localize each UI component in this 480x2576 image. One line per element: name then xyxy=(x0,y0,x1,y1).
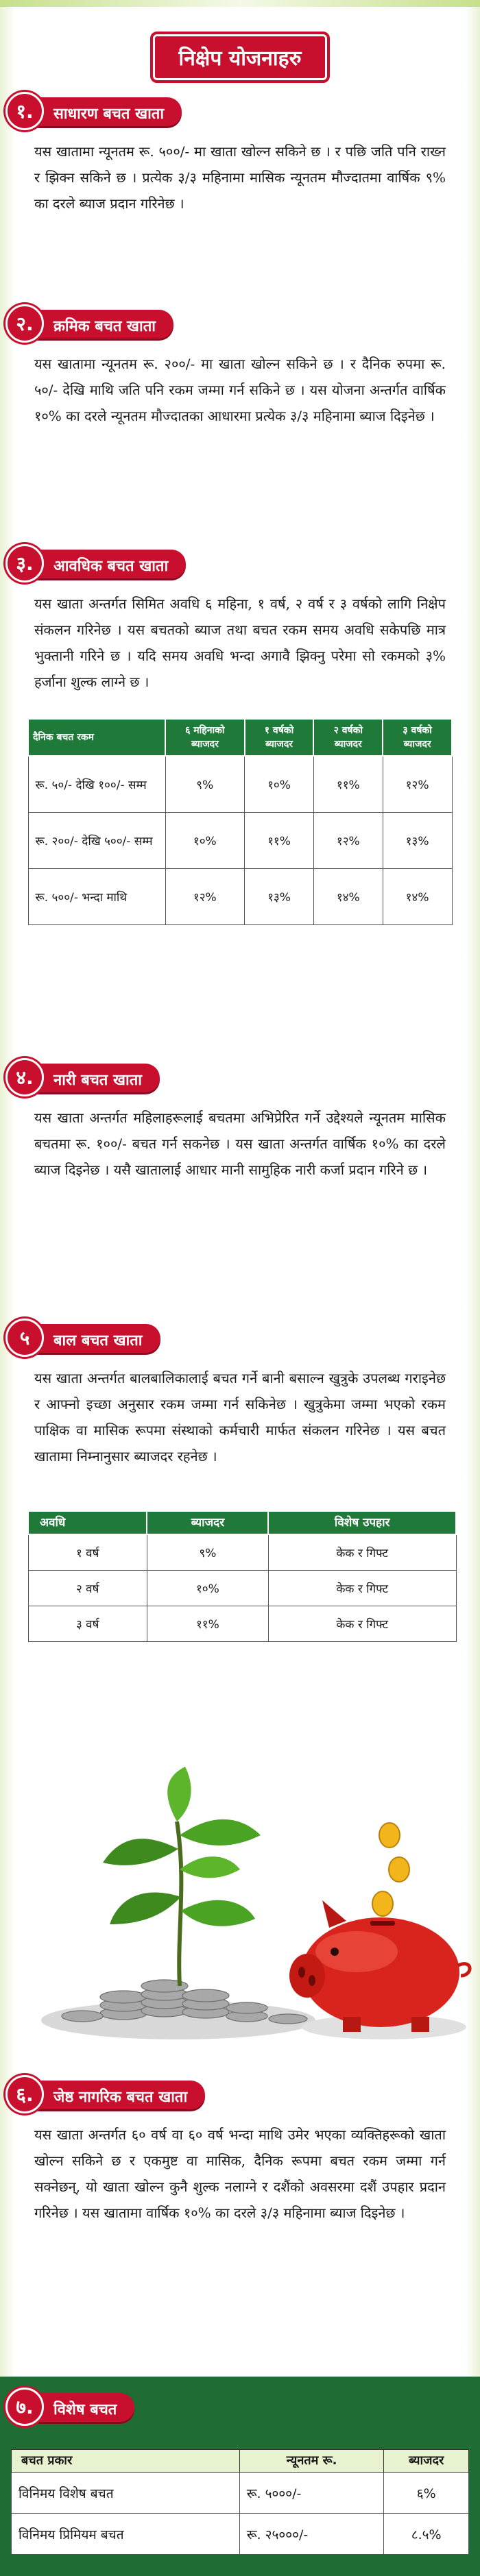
table-cell: केक र गिफ्ट xyxy=(268,1570,456,1606)
table-cell: १२% xyxy=(383,756,452,812)
page-header xyxy=(0,7,480,89)
table-cell: १३% xyxy=(245,868,314,924)
column-header: न्यूनतम रू. xyxy=(239,2450,384,2473)
section-title: साधारण बचत खाता xyxy=(33,97,182,126)
section-body-text: यस खातामा न्यूनतम रू. ५००/- मा खाता खोल्न सकिने छ । र पछि जति पनि राख्न र झिक्न सकिने छ । प्रत्येक ३/३ महिनामा मासिक न्यूनतम मौज्दातमा वार्षिक ९% का दरले ब्याज प्रदान गरिनेछ । xyxy=(34,143,446,212)
section-header xyxy=(5,89,480,133)
section-header xyxy=(5,302,480,345)
column-header: विशेष उपहार xyxy=(268,1511,456,1534)
table-cell: १२% xyxy=(313,812,383,868)
column-header: दैनिक बचत रकम xyxy=(28,719,165,756)
page-title: निक्षेप योजनाहरु xyxy=(153,34,326,80)
table-cell: १०% xyxy=(147,1570,268,1606)
section-senior-citizen-savings xyxy=(0,2072,480,2226)
section-number-badge: ४. xyxy=(5,1058,44,1096)
section-header xyxy=(5,1055,480,1099)
section-title: आवधिक बचत खाता xyxy=(33,550,186,578)
section-number-badge: २. xyxy=(5,304,44,343)
column-header: ६ महिनाको ब्याजदर xyxy=(165,719,245,756)
table-cell: केक र गिफ्ट xyxy=(268,1606,456,1641)
section-child-savings xyxy=(0,1316,480,1642)
section-number-badge: १. xyxy=(5,92,44,130)
section-number-badge: ३. xyxy=(5,544,44,582)
section-body-text: यस खाता अन्तर्गत सिमित अवधि ६ महिना, १ वर्ष, २ वर्ष र ३ वर्षको लागि निक्षेप संकलन गरिनेछ । यस बचतको ब्याज तथा बचत रकम समय अवधि सकेपछि मात्र भुक्तानी गरिने छ । यदि समय अवधि भन्दा अगावै झिक्नु परेमा सो रकमको ३% हर्जाना शुल्क लाग्ने छ । xyxy=(34,596,446,690)
money-plant-illustration xyxy=(41,1767,315,2039)
section-body-text: यस खाता अन्तर्गत ६० वर्ष वा ६० वर्ष भन्दा माथि उमेर भएका व्यक्तिहरूको खाता खोल्न सकिने छ र एकमुष्ट वा मासिक, दैनिक रूपमा बचत रकम जम्मा गर्न सक्नेछन्, यो खाता खोल्न कुनै शुल्क नलाग्ने र दशैंको अवसरमा दशैं उपहार प्रदान गरिनेछ । यस खातामा वार्षिक १०% का दरले ३/३ महिनामा ब्याज दिइनेछ । xyxy=(34,2126,446,2221)
column-header: ३ वर्षको ब्याजदर xyxy=(383,719,452,756)
section-special-savings xyxy=(0,2385,480,2555)
section-number-badge: ७. xyxy=(5,2388,44,2426)
section-body-text: यस खातामा न्यूनतम रू. २००/- मा खाता खोल्न सकिने छ । र दैनिक रुपमा रू. ५०/- देखि माथि जति पनि रकम जम्मा गर्न सकिने छ । यस योजना अन्तर्गत वार्षिक १०% का दरले न्यूनतम मौज्दातका आधारमा प्रत्येक ३/३ महिनामा ब्याज दिइनेछ । xyxy=(34,356,446,424)
table-cell: रू. ५०/- देखि १००/- सम्म xyxy=(28,756,165,812)
table-cell: ११% xyxy=(245,812,314,868)
table-cell: रू. ५००/- भन्दा माथि xyxy=(28,868,165,924)
column-header: ब्याजदर xyxy=(147,1511,268,1534)
table-cell: ३ वर्ष xyxy=(28,1606,147,1641)
column-header: २ वर्षको ब्याजदर xyxy=(313,719,383,756)
column-header: १ वर्षको ब्याजदर xyxy=(245,719,314,756)
table-cell: १४% xyxy=(313,868,383,924)
section-women-savings xyxy=(0,1055,480,1183)
section-header xyxy=(5,2385,480,2429)
section-title: नारी बचत खाता xyxy=(33,1064,160,1092)
section-header xyxy=(5,2072,480,2116)
fixed-deposit-rate-table xyxy=(27,718,453,925)
table-header-row xyxy=(12,2450,469,2473)
column-header: बचत प्रकार xyxy=(12,2450,240,2473)
table-row xyxy=(28,812,452,868)
table-cell: १४% xyxy=(383,868,452,924)
table-row xyxy=(12,2473,469,2514)
table-cell: १०% xyxy=(245,756,314,812)
table-row xyxy=(28,1606,456,1641)
piggy-bank-illustration xyxy=(289,1900,470,2039)
column-header: अवधि xyxy=(28,1511,147,1534)
table-cell: ८.५% xyxy=(384,2514,469,2555)
table-row xyxy=(28,1534,456,1570)
section-header xyxy=(5,1316,480,1360)
table-cell: रू. २५०००/- xyxy=(239,2514,384,2555)
section-title: बाल बचत खाता xyxy=(33,1324,160,1353)
section-number-badge: ६. xyxy=(5,2075,44,2113)
column-header: ब्याजदर xyxy=(384,2450,469,2473)
table-cell: रू. २००/- देखि ५००/- सम्म xyxy=(28,812,165,868)
table-cell: २ वर्ष xyxy=(28,1570,147,1606)
section-body-text: यस खाता अन्तर्गत बालबालिकालाई बचत गर्ने बानी बसाल्न खुत्रुके उपलब्ध गराइनेछ र आफ्नो इच्छा अनुसार रकम जम्मा गर्न सकिनेछ । खुत्रुकेमा जम्मा भएको रकम पाक्षिक वा मासिक रूपमा संस्थाको कर्मचारी मार्फत संकलन गरिनेछ । यस बचत खातामा निम्नानुसार ब्याजदर रहनेछ । xyxy=(34,1370,446,1464)
table-header-row xyxy=(28,1511,456,1534)
table-row xyxy=(28,868,452,924)
table-cell: रू. ५०००/- xyxy=(239,2473,384,2514)
table-cell: ९% xyxy=(147,1534,268,1570)
table-cell: विनिमय प्रिमियम बचत xyxy=(12,2514,240,2555)
table-row xyxy=(12,2514,469,2555)
section-general-savings xyxy=(0,89,480,217)
table-row xyxy=(28,756,452,812)
section-body-text: यस खाता अन्तर्गत महिलाहरूलाई बचतमा अभिप्रेरित गर्ने उद्देश्यले न्यूनतम मासिक बचतमा रू. १००/- बचत गर्न सकनेछ । यस खाता अन्तर्गत वार्षिक १०% का दरले ब्याज दिइनेछ । यसै खातालाई आधार मानी सामुहिक नारी कर्जा प्रदान गरिने छ । xyxy=(34,1109,446,1178)
table-cell: ६% xyxy=(384,2473,469,2514)
top-decor-band xyxy=(0,0,480,7)
section-title: क्रमिक बचत खाता xyxy=(33,310,173,339)
table-cell: ११% xyxy=(147,1606,268,1641)
table-cell: १३% xyxy=(383,812,452,868)
section-recurring-savings xyxy=(0,302,480,429)
child-savings-rate-table xyxy=(27,1510,457,1642)
table-row xyxy=(28,1570,456,1606)
table-cell: ९% xyxy=(165,756,245,812)
savings-illustration xyxy=(0,1767,480,2054)
table-cell: १ वर्ष xyxy=(28,1534,147,1570)
table-header-row xyxy=(28,719,452,756)
table-cell: ११% xyxy=(313,756,383,812)
section-fixed-deposit xyxy=(0,541,480,925)
gold-coins-icon xyxy=(372,1823,409,1916)
special-savings-rate-table xyxy=(11,2449,469,2555)
table-cell: विनिमय विशेष बचत xyxy=(12,2473,240,2514)
section-header xyxy=(5,541,480,585)
section-title: विशेष बचत xyxy=(33,2393,134,2422)
table-cell: केक र गिफ्ट xyxy=(268,1534,456,1570)
table-cell: १०% xyxy=(165,812,245,868)
table-cell: १२% xyxy=(165,868,245,924)
section-title: जेष्ठ नागरिक बचत खाता xyxy=(33,2081,205,2109)
section-number-badge: ५ xyxy=(5,1318,44,1357)
